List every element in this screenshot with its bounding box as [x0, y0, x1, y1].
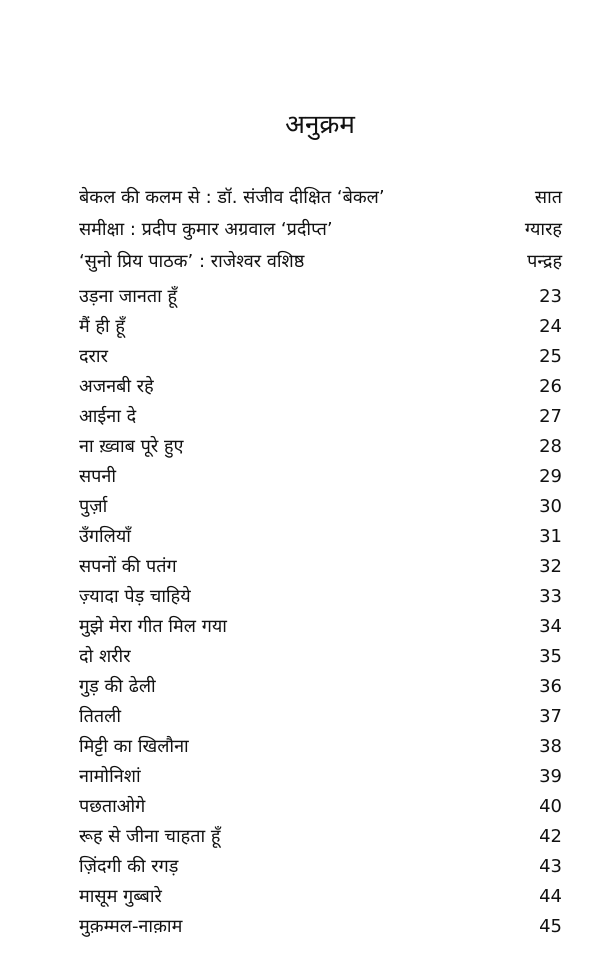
entry-title: ज़िंदगी की रगड़: [79, 856, 179, 877]
entry-page-number: 36: [539, 676, 562, 697]
contents-row: [79, 522, 562, 552]
entry-page-number: पन्द्रह: [527, 251, 562, 272]
entry-page-number: 28: [539, 436, 562, 457]
contents-row: [79, 582, 562, 612]
entry-title: पछताओगे: [79, 796, 146, 817]
entry-page-number: ग्यारह: [524, 219, 562, 240]
entry-title: मैं ही हूँ: [79, 316, 125, 337]
contents-row: [79, 612, 562, 642]
contents-row: [79, 402, 562, 432]
entry-page-number: 33: [539, 586, 562, 607]
contents-row: [79, 372, 562, 402]
contents-row: [79, 732, 562, 762]
entry-title: तितली: [79, 706, 122, 727]
entry-page-number: 39: [539, 766, 562, 787]
entry-page-number: सात: [534, 187, 562, 208]
contents-row: [79, 552, 562, 582]
contents-row: [79, 912, 562, 942]
contents-row: [79, 792, 562, 822]
entry-title: आईना दे: [79, 406, 137, 427]
entry-page-number: 23: [539, 286, 562, 307]
entry-title: दो शरीर: [79, 646, 131, 667]
entry-title: नामोनिशां: [79, 766, 141, 787]
contents-row: [79, 462, 562, 492]
entry-title: सपनों की पतंग: [79, 556, 177, 577]
contents-row: [79, 432, 562, 462]
contents-row: [79, 282, 562, 312]
entry-page-number: 35: [539, 646, 562, 667]
entry-title: ज़्यादा पेड़ चाहिये: [79, 586, 191, 607]
entry-title: सपनी: [79, 466, 117, 487]
entry-title: अजनबी रहे: [79, 376, 154, 397]
entry-page-number: 34: [539, 616, 562, 637]
contents-row: [79, 492, 562, 522]
entry-title: उँगलियाँ: [79, 526, 131, 547]
entry-page-number: 42: [539, 826, 562, 847]
entry-page-number: 44: [539, 886, 562, 907]
contents-row: [79, 312, 562, 342]
entry-page-number: 45: [539, 916, 562, 937]
contents-row: [79, 672, 562, 702]
contents-row: [79, 852, 562, 882]
contents-list: [79, 282, 562, 942]
entry-page-number: 38: [539, 736, 562, 757]
contents-row: [79, 342, 562, 372]
entry-title: दरार: [79, 346, 108, 367]
entry-page-number: 43: [539, 856, 562, 877]
entry-title: मासूम गुब्बारे: [79, 886, 162, 907]
entry-page-number: 37: [539, 706, 562, 727]
entry-page-number: 29: [539, 466, 562, 487]
front-matter-row: [79, 182, 562, 214]
entry-title: रूह से जीना चाहता हूँ: [79, 826, 221, 847]
entry-title: समीक्षा : प्रदीप कुमार अग्रवाल ‘प्रदीप्त’: [79, 219, 333, 240]
entry-page-number: 25: [539, 346, 562, 367]
contents-row: [79, 762, 562, 792]
entry-page-number: 24: [539, 316, 562, 337]
front-matter-row: [79, 246, 562, 278]
entry-page-number: 26: [539, 376, 562, 397]
entry-page-number: 27: [539, 406, 562, 427]
entry-page-number: 31: [539, 526, 562, 547]
front-matter-list: [79, 182, 562, 278]
entry-title: पुर्ज़ा: [79, 496, 108, 517]
contents-row: [79, 642, 562, 672]
entry-title: मुक़म्मल-नाक़ाम: [79, 916, 183, 937]
entry-title: गुड़ की ढेली: [79, 676, 156, 697]
entry-title: ना ख़्वाब पूरे हुए: [79, 436, 184, 457]
entry-title: ‘सुनो प्रिय पाठक’ : राजेश्वर वशिष्ठ: [79, 251, 305, 272]
contents-row: [79, 882, 562, 912]
entry-page-number: 40: [539, 796, 562, 817]
page-title: अनुक्रम: [285, 110, 355, 140]
entry-title: उड़ना जानता हूँ: [79, 286, 178, 307]
entry-title: मिट्टी का खिलौना: [79, 736, 189, 757]
entry-title: बेकल की कलम से : डॉ. संजीव दीक्षित ‘बेकल’: [79, 187, 385, 208]
contents-row: [79, 822, 562, 852]
entry-page-number: 32: [539, 556, 562, 577]
entry-page-number: 30: [539, 496, 562, 517]
entry-title: मुझे मेरा गीत मिल गया: [79, 616, 227, 637]
contents-row: [79, 702, 562, 732]
front-matter-row: [79, 214, 562, 246]
